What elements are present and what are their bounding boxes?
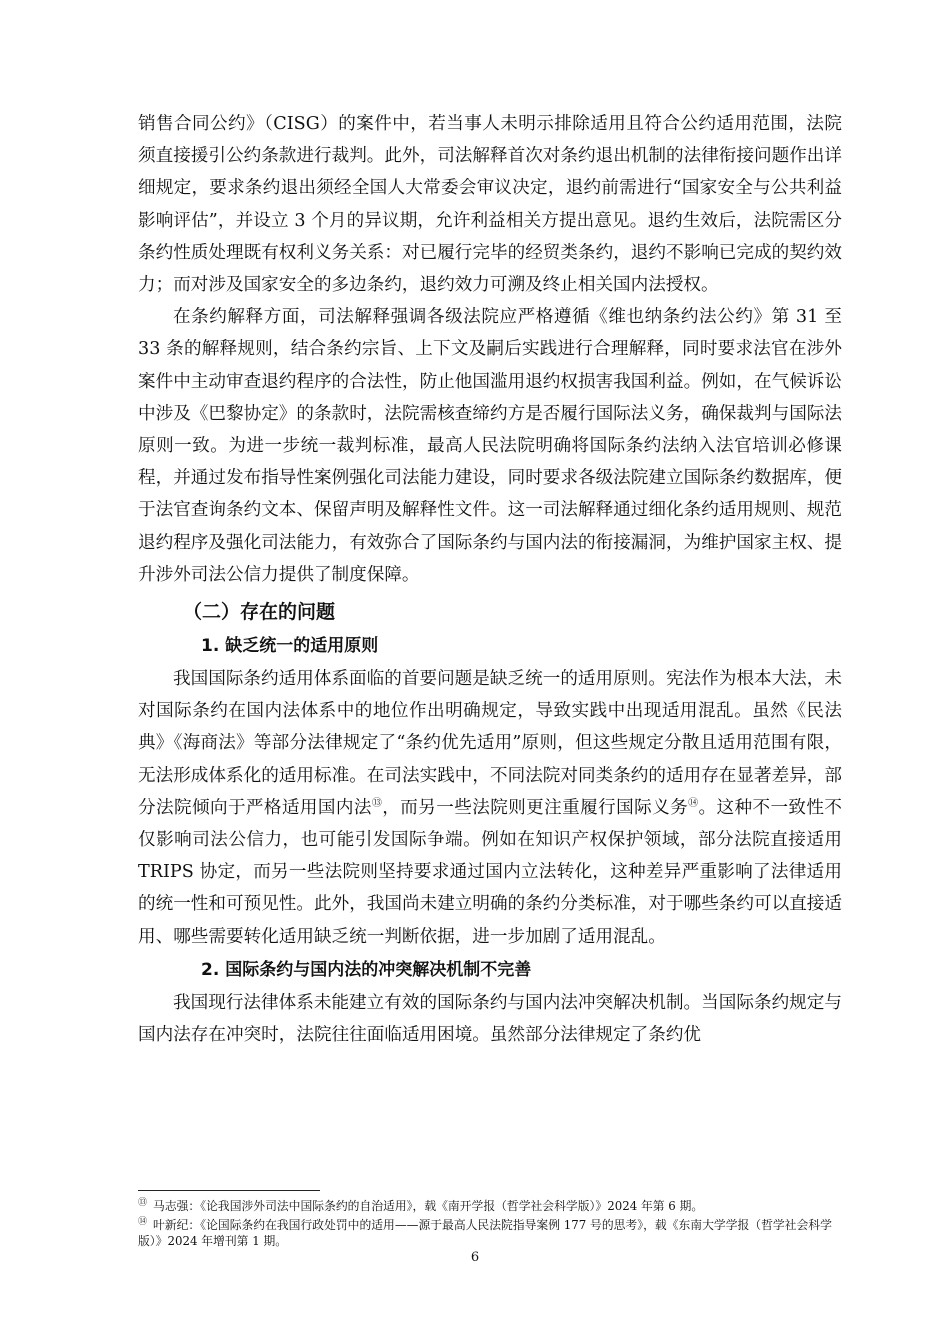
footnote-mark: ⑬ <box>138 1198 148 1208</box>
footnote-mark: ⑭ <box>138 1216 148 1227</box>
subsection-heading-1: 1. 缺乏统一的适用原则 <box>201 636 379 657</box>
section-heading-problems: （二）存在的问题 <box>183 601 336 624</box>
footnote-ref-14[interactable]: ⑭ <box>688 798 699 809</box>
paragraph-treaty-interpretation: 在条约解释方面，司法解释强调各级法院应严格遵循《维也纳条约法公约》第 31 至 33 条的解释规则，结合条约宗旨、上下文及嗣后实践进行合理解释，同时要求法官在涉外案件中主动审查退约程序的合法性，防止他国滥用退约权损害我国利益。例如，在气候诉讼中涉及《巴黎协定》的条款时，法院需核查缔约方是否履行国际法义务，确保裁判与国际法原则一致。为进一步统一裁判标准，最高人民法院明确将国际条约法纳入法官培训必修课程，并通过发布指导性案例强化司法能力建设，同时要求各级法院建立国际条约数据库，便于法官查询条约文本、保留声明及解释性文件。这一司法解释通过细化条约适用规则、规范退约程序及强化司法能力，有效弥合了国际条约与国内法的衔接漏洞，为维护国家主权、提升涉外司法公信力提供了制度保障。 <box>138 307 842 585</box>
paragraph-lack-unified-principle <box>138 663 842 953</box>
paragraph-text-b: ，而另一些法院则更注重履行国际义务 <box>382 797 689 818</box>
footnotes <box>138 1190 842 1249</box>
paragraph-text-c: 。这种不一致性不仅影响司法公信力，也可能引发国际争端。例如在知识产权保护领域，部分法院直接适用 TRIPS 协定，而另一些法院则坚持要求通过国内立法转化，这种差异严重影响了法律适用的统一性和可预见性。此外，我国尚未建立明确的条约分类标准，对于哪些条约可以直接适用、哪些需要转化适用缺乏统一判断依据，进一步加剧了适用混乱。 <box>138 797 842 947</box>
footnote-ref-13[interactable]: ⑬ <box>371 798 383 809</box>
footnote-text: 马志强：《论我国涉外司法中国际条约的自治适用》，载《南开学报（哲学社会科学版）》2024 年第 6 期。 <box>153 1198 704 1213</box>
page-number: 6 <box>470 1250 480 1265</box>
footnote-14 <box>138 1214 842 1249</box>
paragraph-text-a: 我国国际条约适用体系面临的首要问题是缺乏统一的适用原则。宪法作为根本大法，未对国际条约在国内法体系中的地位作出明确规定，导致实践中出现适用混乱。虽然《民法典》《海商法》等部分法律规定了“条约优先适用”原则，但这些规定分散且适用范围有限，无法形成体系化的适用标准。在司法实践中，不同法院对同类条约的适用存在显著差异，部分法院倾向于严格适用国内法 <box>138 669 842 818</box>
footnote-divider <box>138 1190 320 1191</box>
paragraph-cisg-continuation: 销售合同公约》（CISG）的案件中，若当事人未明示排除适用且符合公约适用范围，法院须直接援引公约条款进行裁判。此外，司法解释首次对条约退出机制的法律衔接问题作出详细规定，要求条约退出须经全国人大常委会审议决定，退约前需进行“国家安全与公共利益影响评估”，并设立 3 个月的异议期，允许利益相关方提出意见。退约生效后，法院需区分条约性质处理既有权利义务关系：对已履行完毕的经贸类条约，退约不影响已完成的契约效力；而对涉及国家安全的多边条约，退约效力可溯及终止相关国内法授权。 <box>138 114 842 296</box>
document-body <box>138 108 842 1051</box>
footnote-text: 叶新纪：《论国际条约在我国行政处罚中的适用——源于最高人民法院指导案例 177 号的思考》，载《东南大学学报（哲学社会科学版）》2024 年增刊第 1 期。 <box>138 1217 832 1248</box>
subsection-heading-2: 2. 国际条约与国内法的冲突解决机制不完善 <box>201 959 532 980</box>
footnote-13 <box>138 1195 842 1214</box>
paragraph-conflict-mechanism: 我国现行法律体系未能建立有效的国际条约与国内法冲突解决机制。当国际条约规定与国内法存在冲突时，法院往往面临适用困境。虽然部分法律规定了条约优 <box>138 992 842 1046</box>
